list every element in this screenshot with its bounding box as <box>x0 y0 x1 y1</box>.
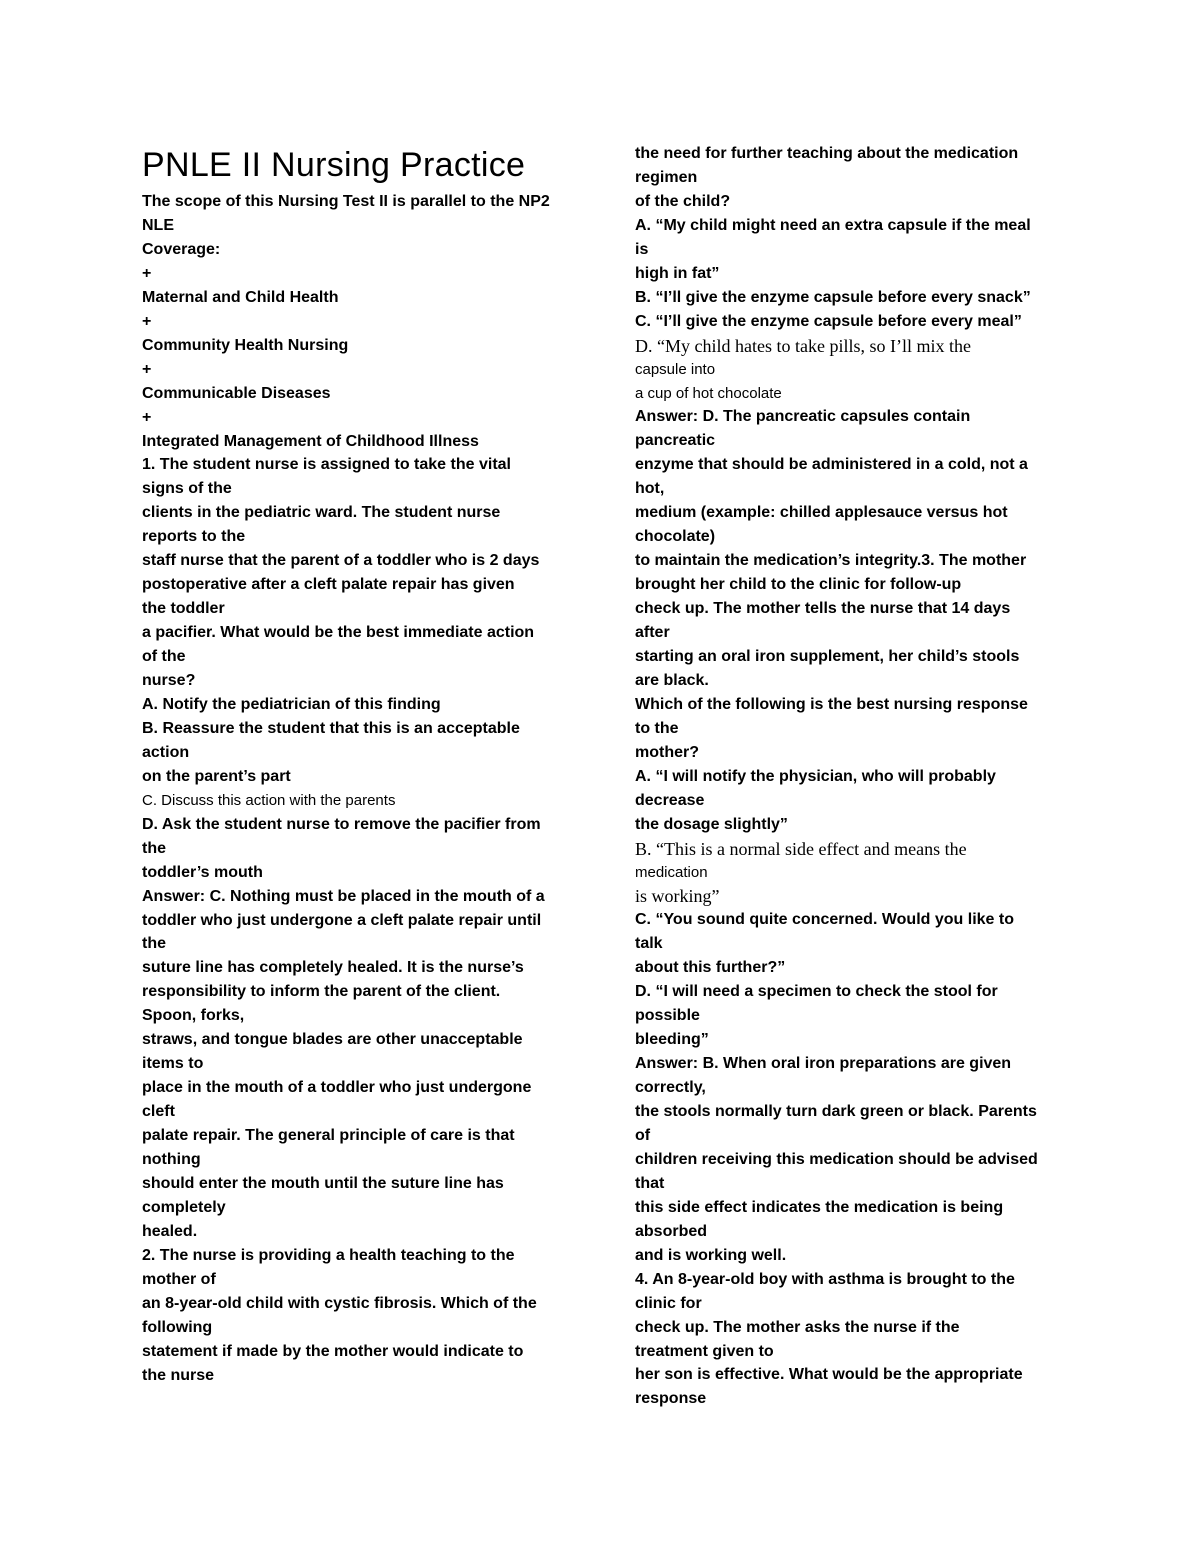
text-line: C. “You sound quite concerned. Would you like to <box>635 911 1014 929</box>
text-line: healed. <box>142 1222 198 1240</box>
text-line: regimen <box>635 168 698 186</box>
text-line: high in fat” <box>635 264 720 282</box>
text-line: is working” <box>635 886 720 907</box>
text-line: responsibility to inform the parent of the client. <box>142 983 501 1001</box>
text-line: C. Discuss this action with the parents <box>142 791 396 809</box>
text-line: a pacifier. What would be the best immediate action <box>142 624 535 642</box>
text-line: chocolate) <box>635 528 716 546</box>
text-line: the <box>142 935 166 953</box>
text-line: B. “This is a normal side effect and means the <box>635 838 967 859</box>
text-line: medium (example: chilled applesauce versus hot <box>635 504 1008 522</box>
text-line: enzyme that should be administered in a cold, not a <box>635 456 1028 474</box>
text-line: A. “I will notify the physician, who will probably <box>635 767 996 785</box>
text-line: 1. The student nurse is assigned to take the vital <box>142 456 511 474</box>
text-line: Spoon, forks, <box>142 1007 245 1025</box>
text-line: statement if made by the mother would indicate to <box>142 1342 524 1360</box>
text-line: clinic for <box>635 1294 702 1312</box>
text-line: pancreatic <box>635 432 716 450</box>
text-line: 4. An 8-year-old boy with asthma is brought to the <box>635 1270 1015 1288</box>
text-line: cleft <box>142 1103 175 1121</box>
text-line: this side effect indicates the medication is being <box>635 1198 1004 1216</box>
text-line: toddler’s mouth <box>142 863 263 881</box>
text-line: an 8-year-old child with cystic fibrosis. Which of the <box>142 1294 537 1312</box>
text-line: is <box>635 240 649 258</box>
text-line: clients in the pediatric ward. The student nurse <box>142 504 501 522</box>
text-line: + <box>142 360 152 378</box>
text-line: D. “I will need a specimen to check the stool for <box>635 983 998 1001</box>
text-line: Maternal and Child Health <box>142 288 339 306</box>
text-line: the stools normally turn dark green or black. Parents <box>635 1103 1037 1120</box>
text-line: the nurse <box>142 1366 215 1384</box>
text-line: completely <box>142 1198 226 1216</box>
text-line: to maintain the medication’s integrity.3. The mother <box>635 552 1027 570</box>
text-line: mother? <box>635 743 699 761</box>
text-line: starting an oral iron supplement, her child’s stools <box>635 647 1020 665</box>
text-line: the <box>142 839 166 857</box>
text-line: straws, and tongue blades are other unacceptable <box>142 1031 523 1049</box>
text-line: Which of the following is the best nursing response <box>635 695 1028 713</box>
text-line: + <box>142 408 152 426</box>
text-line: capsule into <box>635 360 716 378</box>
text-line: should enter the mouth until the suture line has <box>142 1174 504 1192</box>
text-line: brought her child to the clinic for follow-up <box>635 576 962 594</box>
text-line: NLE <box>142 216 174 234</box>
text-line: the toddler <box>142 600 225 618</box>
text-line: check up. The mother tells the nurse that 14 days <box>635 600 1011 618</box>
text-line: Communicable Diseases <box>142 384 331 402</box>
text-line: 2. The nurse is providing a health teaching to the <box>142 1246 515 1264</box>
text-line: her son is effective. What would be the appropriate <box>635 1366 1023 1384</box>
text-line: medication <box>635 863 708 881</box>
text-line: Answer: D. The pancreatic capsules contain <box>635 408 971 426</box>
text-line: signs of the <box>142 480 232 498</box>
text-line: B. Reassure the student that this is an acceptable <box>142 719 520 737</box>
text-line: following <box>142 1318 213 1336</box>
text-line: absorbed <box>635 1222 708 1240</box>
text-line: talk <box>635 935 663 953</box>
text-line: Answer: C. Nothing must be placed in the mouth of a <box>142 887 545 905</box>
text-line: toddler who just undergone a cleft palate repair until <box>142 911 542 929</box>
text-line: after <box>635 624 670 641</box>
text-line: C. “I’ll give the enzyme capsule before every meal” <box>635 312 1022 330</box>
text-line: nurse? <box>142 672 196 689</box>
text-line: are black. <box>635 671 709 689</box>
text-line: + <box>142 264 152 282</box>
text-line: nothing <box>142 1151 201 1168</box>
text-line: postoperative after a cleft palate repair has given <box>142 576 515 594</box>
text-line: possible <box>635 1007 700 1025</box>
text-line: Community Health Nursing <box>142 336 349 354</box>
text-line: Integrated Management of Childhood Illness <box>142 432 479 450</box>
text-line: D. “My child hates to take pills, so I’ll mix the <box>635 335 971 356</box>
text-line: suture line has completely healed. It is the nurse’s <box>142 959 524 977</box>
text-line: Coverage: <box>142 240 221 258</box>
text-line: A. Notify the pediatrician of this finding <box>142 695 441 713</box>
text-line: the dosage slightly” <box>635 815 788 833</box>
text-line: Answer: B. When oral iron preparations are given <box>635 1055 1012 1073</box>
text-line: A. “My child might need an extra capsule if the meal <box>635 216 1031 234</box>
text-line: of the <box>142 648 186 666</box>
text-line: the need for further teaching about the medication <box>635 145 1019 162</box>
text-line: of <box>635 1126 651 1144</box>
text-line: and is working well. <box>635 1246 787 1264</box>
text-line: children receiving this medication should be advised <box>635 1150 1038 1168</box>
text-line: items to <box>142 1055 204 1073</box>
text-line: hot, <box>635 480 665 498</box>
text-line: palate repair. The general principle of care is that <box>142 1127 515 1145</box>
text-line: bleeding” <box>635 1031 709 1049</box>
text-line: treatment given to <box>635 1342 774 1360</box>
text-line: response <box>635 1390 707 1408</box>
text-line: check up. The mother asks the nurse if the <box>635 1318 960 1336</box>
text-line: action <box>142 743 190 761</box>
text-line: correctly, <box>635 1079 706 1097</box>
text-line: place in the mouth of a toddler who just undergone <box>142 1079 532 1097</box>
text-line: B. “I’ll give the enzyme capsule before every snack” <box>635 288 1031 306</box>
text-line: a cup of hot chocolate <box>635 384 782 402</box>
text-line: on the parent’s part <box>142 767 291 785</box>
text-line: decrease <box>635 791 705 809</box>
text-line: about this further?” <box>635 959 786 977</box>
text-line: + <box>142 312 152 330</box>
text-line: D. Ask the student nurse to remove the pacifier from <box>142 815 541 833</box>
text-line: of the child? <box>635 192 731 210</box>
text-line: that <box>635 1174 665 1192</box>
text-line: reports to the <box>142 528 246 546</box>
text-line: mother of <box>142 1270 216 1288</box>
text-line: The scope of this Nursing Test II is parallel to the NP2 <box>142 193 550 210</box>
text-line: staff nurse that the parent of a toddler who is 2 days <box>142 552 540 570</box>
document-title: PNLE II Nursing Practice <box>142 146 526 184</box>
text-line: to the <box>635 719 679 737</box>
